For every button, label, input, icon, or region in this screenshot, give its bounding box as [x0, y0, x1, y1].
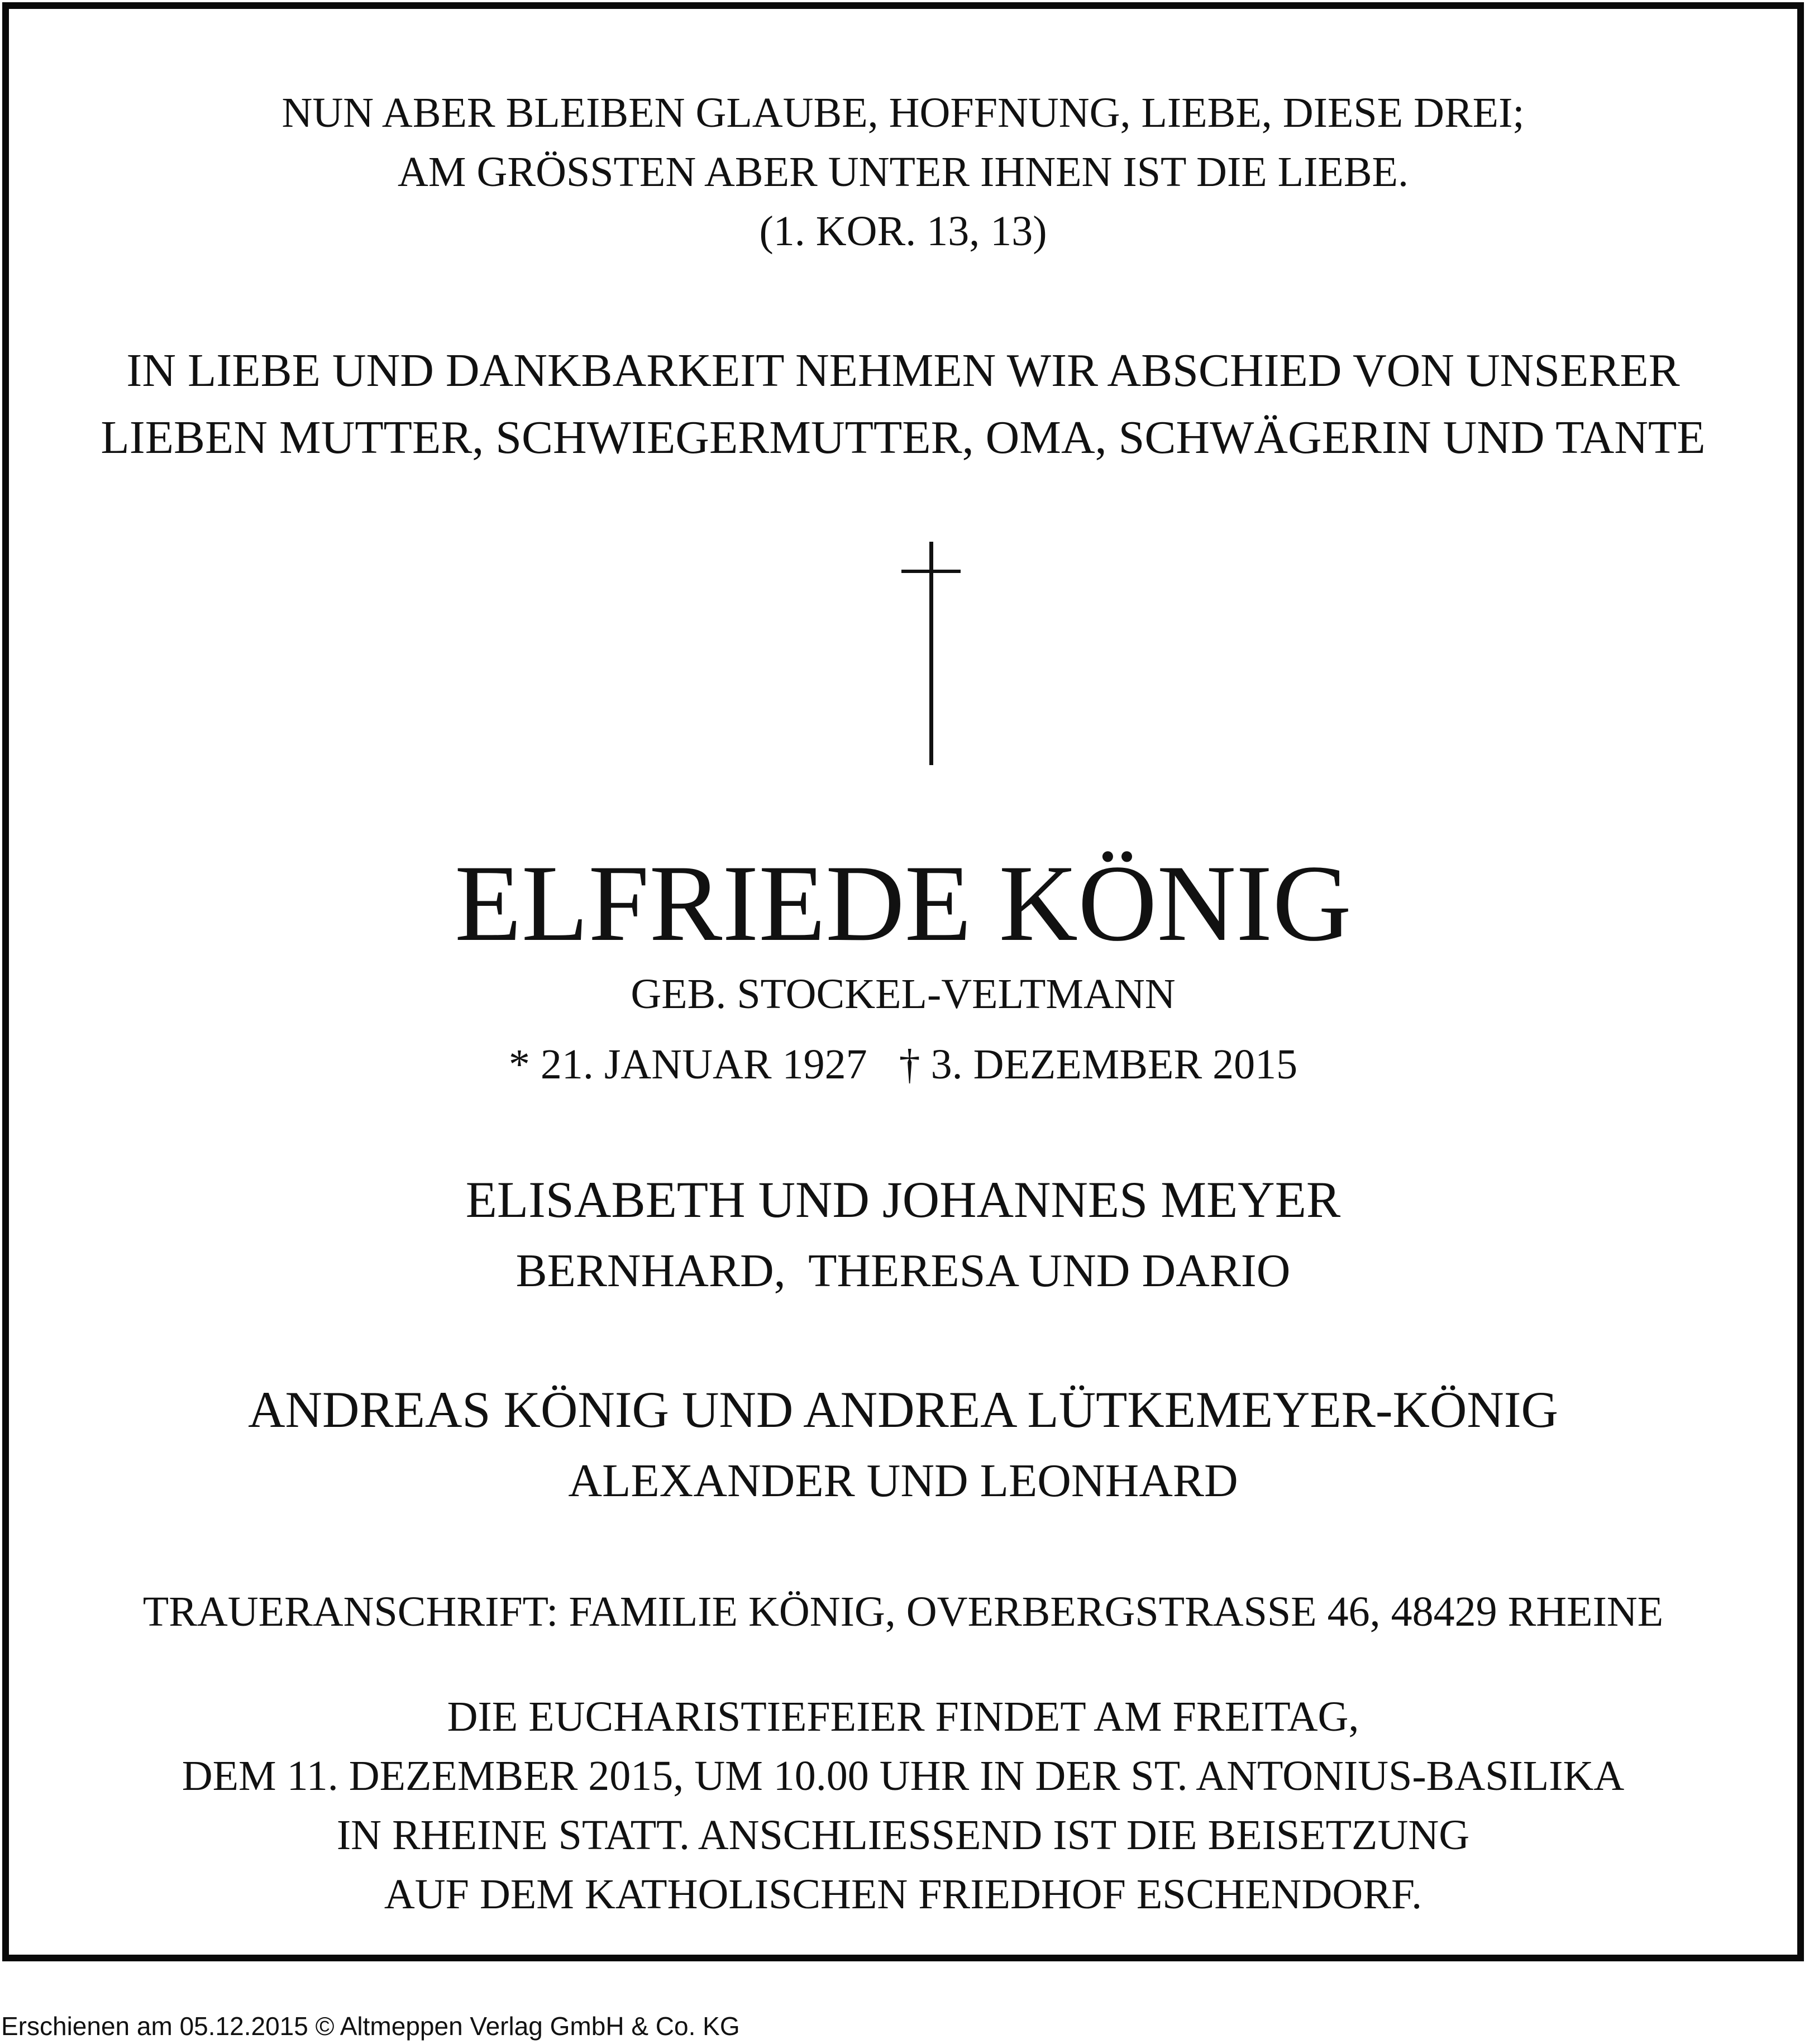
- verse-line-1: NUN ABER BLEIBEN GLAUBE, HOFFNUNG, LIEBE, DIESE DREI;: [281, 89, 1525, 136]
- mourner-children-1: BERNHARD, THERESA UND DARIO: [515, 1245, 1291, 1297]
- obituary-notice: [2, 2, 1804, 1961]
- mourning-address: TRAUERANSCHRIFT: FAMILIE KÖNIG, OVERBERGSTRASSE 46, 48429 RHEINE: [142, 1588, 1664, 1635]
- deceased-name: ELFRIEDE KÖNIG: [455, 843, 1352, 964]
- verse-line-2: AM GRÖSSTEN ABER UNTER IHNEN IST DIE LIEBE.: [398, 149, 1409, 195]
- publication-footer: Erschienen am 05.12.2015 © Altmeppen Verlag GmbH & Co. KG: [1, 2012, 740, 2041]
- intro-line-2: LIEBEN MUTTER, SCHWIEGERMUTTER, OMA, SCHWÄGERIN UND TANTE: [101, 412, 1706, 464]
- service-line-2: DEM 11. DEZEMBER 2015, UM 10.00 UHR IN DER ST. ANTONIUS-BASILIKA: [182, 1752, 1625, 1799]
- birth-name: GEB. STOCKEL-VELTMANN: [631, 971, 1176, 1018]
- life-dates: * 21. JANUAR 1927 † 3. DEZEMBER 2015: [508, 1041, 1298, 1088]
- service-line-4: AUF DEM KATHOLISCHEN FRIEDHOF ESCHENDORF.: [384, 1871, 1422, 1918]
- mourner-children-2: ALEXANDER UND LEONHARD: [568, 1455, 1238, 1507]
- intro-line-1: IN LIEBE UND DANKBARKEIT NEHMEN WIR ABSCHIED VON UNSERER: [126, 345, 1680, 397]
- mourner-family-2: ANDREAS KÖNIG UND ANDREA LÜTKEMEYER-KÖNIG: [248, 1381, 1558, 1438]
- mourner-family-1: ELISABETH UND JOHANNES MEYER: [465, 1171, 1341, 1228]
- service-line-1: DIE EUCHARISTIEFEIER FINDET AM FREITAG,: [447, 1693, 1359, 1740]
- cross-icon: [901, 542, 963, 765]
- service-line-3: IN RHEINE STATT. ANSCHLIESSEND IST DIE BEISETZUNG: [336, 1812, 1470, 1859]
- verse-reference: (1. KOR. 13, 13): [759, 208, 1047, 255]
